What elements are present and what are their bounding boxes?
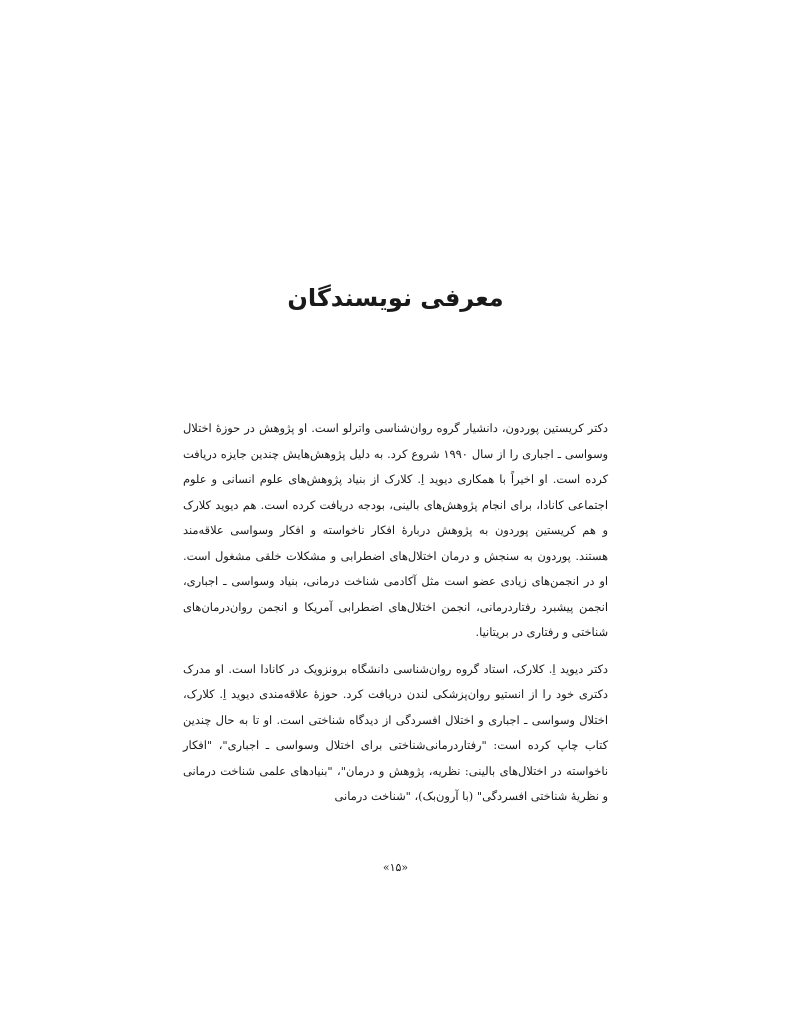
page-title: معرفی نویسندگان: [287, 284, 504, 312]
author-bios: [183, 416, 608, 810]
author-bio-paragraph: دکتر دیوید اِ. کلارک، استاد گروه روان‌شناسی دانشگاه برونزویک در کانادا است. او مدرک دکتری خود را از انستیو روان‌پزشکی لندن دریافت کرد. حوزهٔ علاقه‌مندی دیوید اِ. کلارک، اختلال وسواسی ـ اجباری و اختلال افسردگی از دیدگاه شناختی است. او تا به حال چندین کتاب چاپ کرده است: "رفتاردرمانی‌شناختی برای اختلال وسواسی ـ اجباری"، "افکار ناخواسته در اختلال‌های بالینی: نظریه، پژوهش و درمان"، "بنیادهای علمی شناخت درمانی و نظریهٔ شناختی افسردگی" (با آرون‌بک)، "شناخت درمانی: [183, 661, 608, 803]
page-number: «۱۵»: [382, 861, 409, 874]
author-bio-paragraph: دکتر کریستین پوردون، دانشیار گروه روان‌شناسی واترلو است. او پژوهش در حوزهٔ اختلال وسواسی ـ اجباری را از سال ۱۹۹۰ شروع کرد. به دلیل پژوهش‌هایش چندین جایزه دریافت کرده است. او اخیراً با همکاری دیوید اِ. کلارک از بنیاد پژوهش‌های علوم انسانی و علوم اجتماعی کانادا، برای انجام پژوهش‌های بالینی، بودجه دریافت کرده است. هم دیوید کلارک و هم کریستین پوردون به پژوهش دربارهٔ افکار ناخواسته و افکار وسواسی علاقه‌مند هستند. پوردون به سنجش و درمان اختلال‌های اضطرابی و مشکلات خلقی مشغول است. او در انجمن‌های زیادی عضو است مثل آکادمی شناخت درمانی، بنیاد وسواسی ـ اجباری، انجمن پیشبرد رفتاردرمانی، انجمن اختلال‌های اضطرابی آمریکا و انجمن روان‌درمان‌های شناختی و رفتاری در بریتانیا.: [183, 421, 608, 639]
